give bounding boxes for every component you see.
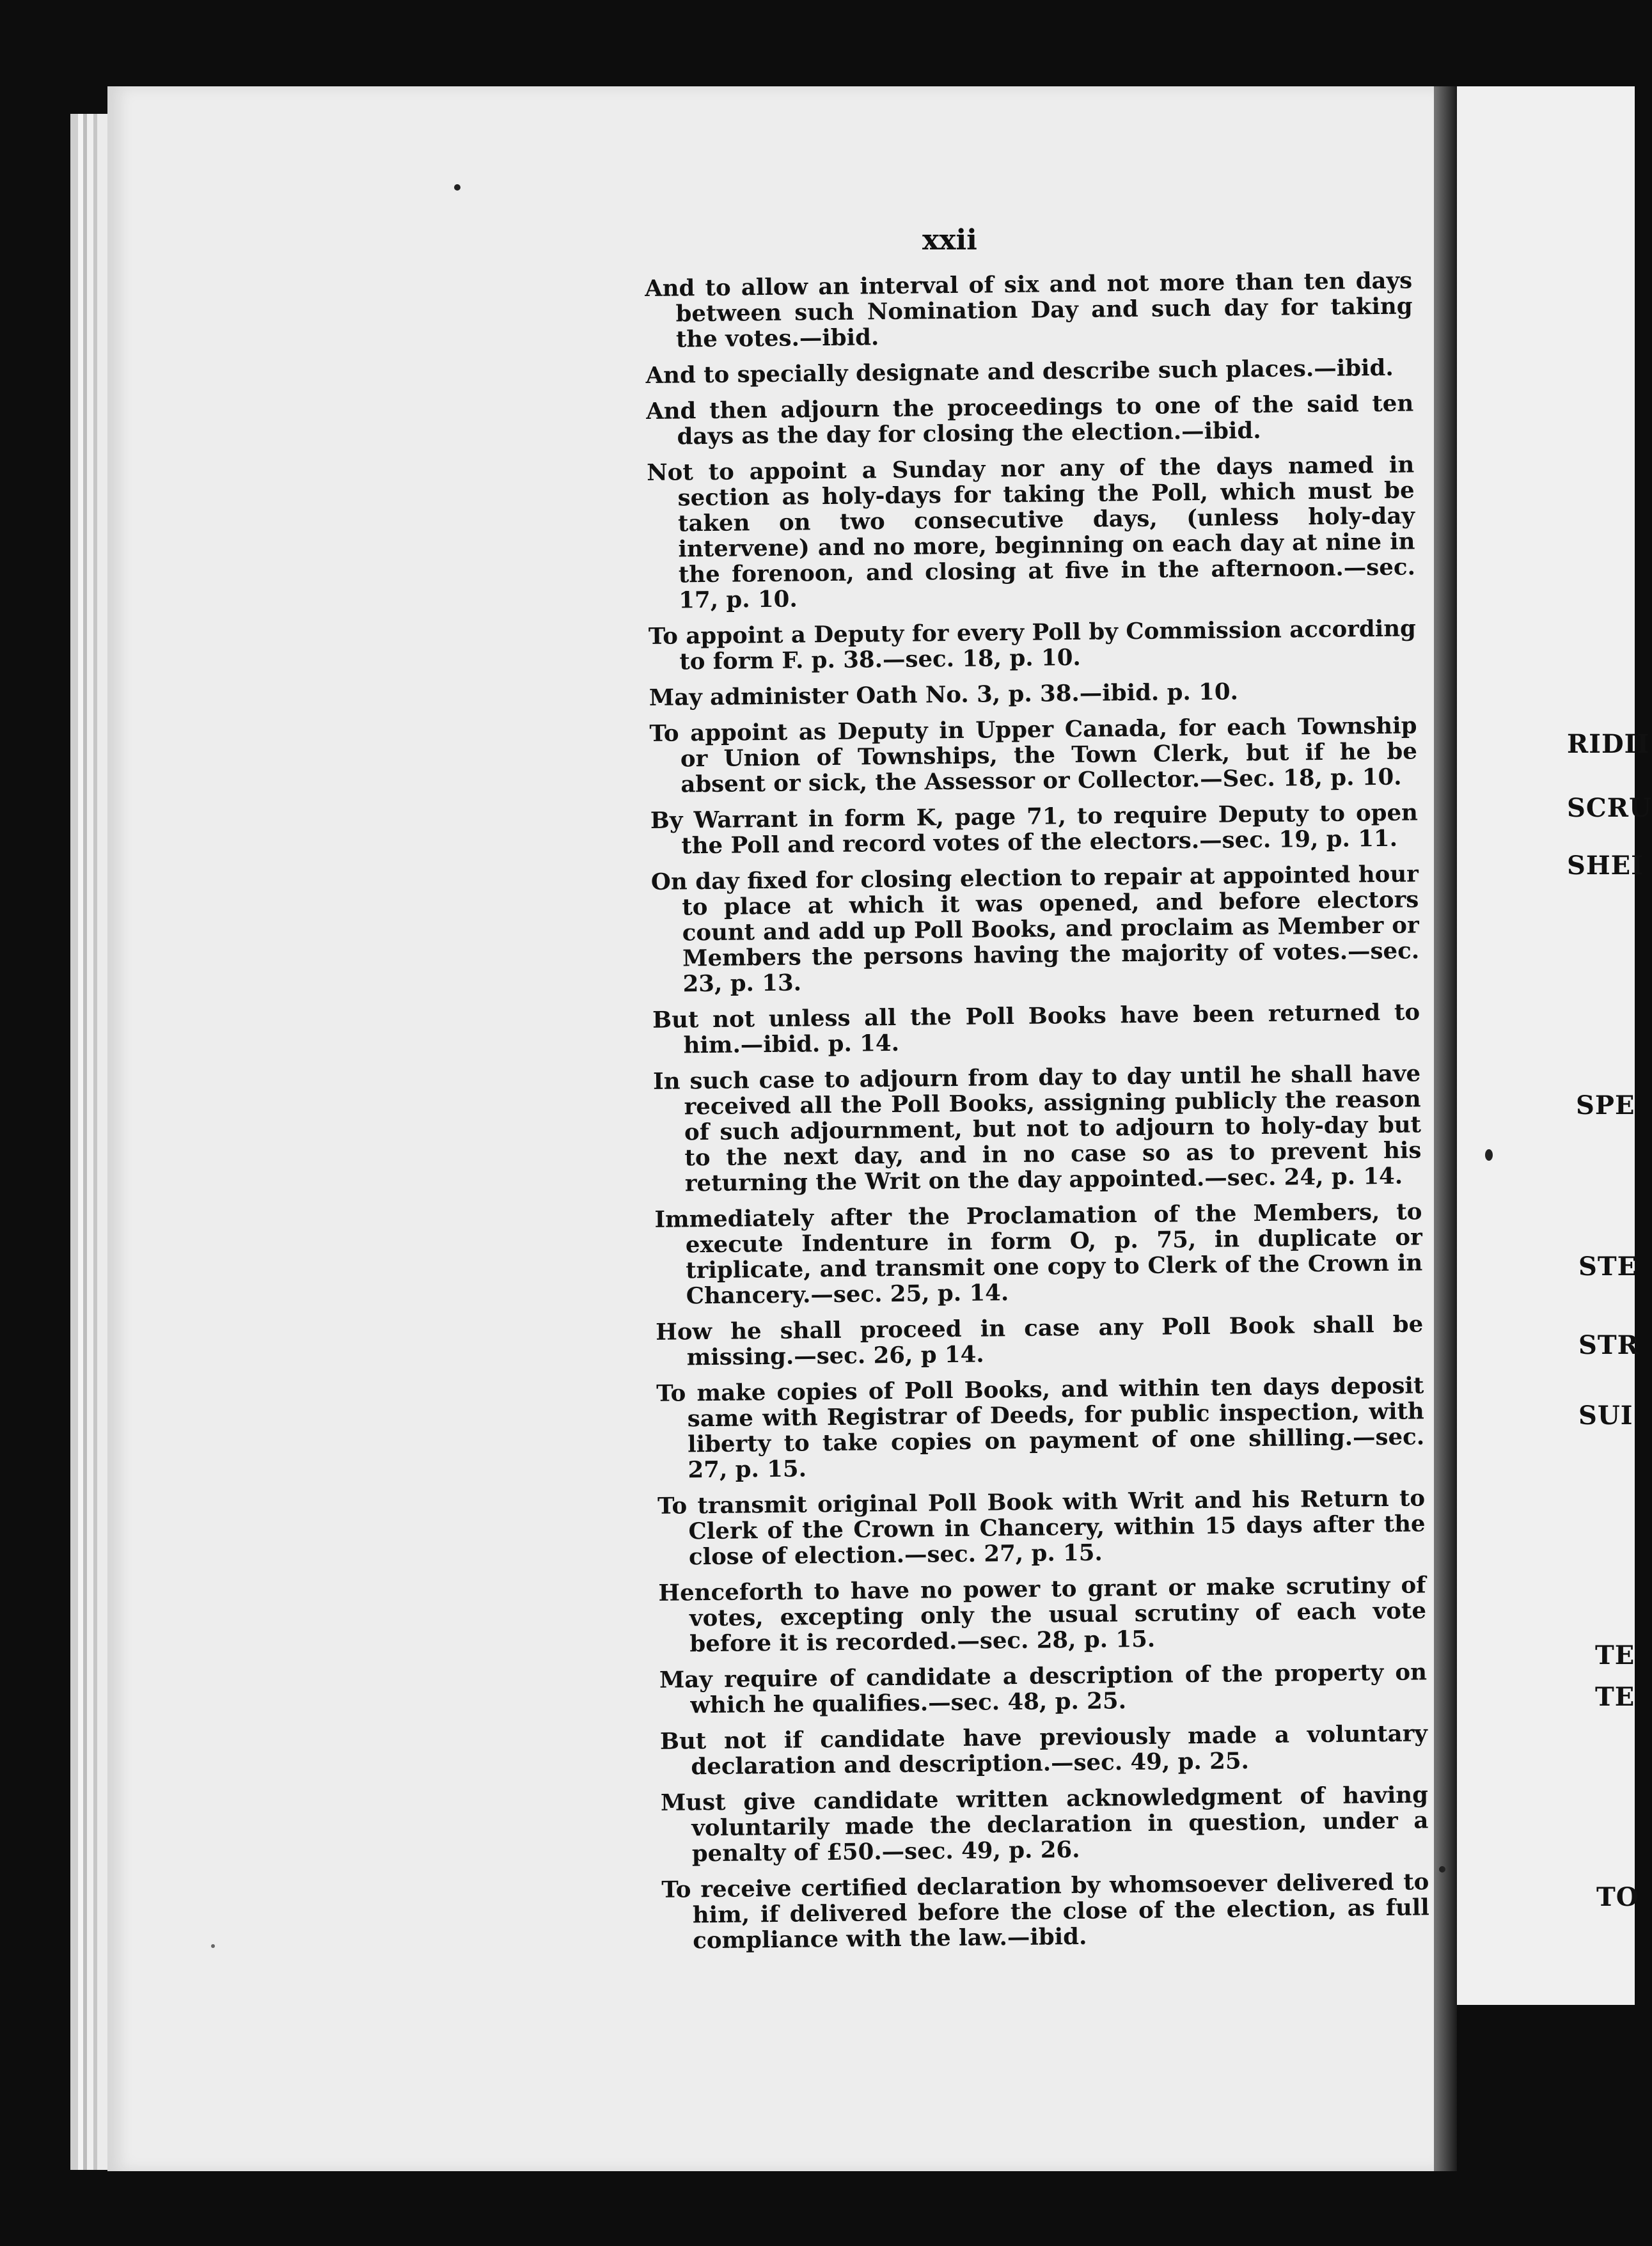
facing-page <box>1457 86 1652 2005</box>
list-item: To receive certified declaration by whomsoever delivered to him, if delivered before the close of the election, as full compliance with the law.—ibid. <box>661 1869 1429 1954</box>
facing-page-fragment: SHEI <box>1567 851 1644 881</box>
list-item: Must give candidate written acknowledgment of having voluntarily made the declaration in question, under a penalty of £50.—sec. 49, p. 26. <box>660 1782 1429 1867</box>
list-item: By Warrant in form K, page 71, to require Deputy to open the Poll and record votes of the electors.—sec. 19, p. 11. <box>650 799 1419 860</box>
ink-speck <box>1485 1149 1493 1161</box>
list-item: Henceforth to have no power to grant or make scrutiny of votes, excepting only the usual scrutiny of each vote before it is recorded.—sec. 28, p. 15. <box>658 1572 1427 1658</box>
list-item: May administer Oath No. 3, p. 38.—ibid. p. 10. <box>649 679 1239 711</box>
facing-page-fragment: RIDII <box>1567 729 1650 759</box>
ink-speck <box>1439 1866 1445 1873</box>
facing-page-fragment: STR <box>1578 1330 1639 1360</box>
list-item: And then adjourn the proceedings to one of the said ten days as the day for closing the election.—ibid. <box>646 390 1414 450</box>
list-item: Immediately after the Proclamation of the Members, to execute Indenture in form O, p. 75, in duplicate or triplicate, and transmit one copy to Clerk of the Crown in Chancery.—sec. 25, p. 14. <box>654 1198 1423 1310</box>
book-gutter <box>1434 86 1457 2171</box>
list-item: To transmit original Poll Book with Writ and his Return to Clerk of the Crown in Chancery, within 15 days after the close of election.—sec. 27, p. 15. <box>657 1485 1426 1571</box>
ink-speck <box>454 184 460 191</box>
list-item: In such case to adjourn from day to day until he shall have received all the Poll Books, assigning publicly the reason of such adjournment, but not to adjourn to holy-day but to the next day, and in no case so as to prevent his returning the Writ on the day appointed.—sec. 24, p. 14. <box>652 1060 1422 1197</box>
list-item: But not unless all the Poll Books have been returned to him.—ibid. p. 14. <box>652 999 1420 1059</box>
list-item: And to allow an interval of six and not more than ten days between such Nomination Day and such day for taking the votes.—ibid. <box>644 267 1413 353</box>
facing-page-fragment: SPE <box>1576 1090 1635 1120</box>
facing-page-fragment: TE <box>1595 1682 1635 1712</box>
list-item: But not if candidate have previously made a voluntary declaration and description.—sec. 49, p. 25. <box>659 1720 1428 1780</box>
returning-officer-duties-list <box>645 268 1430 1964</box>
list-item: To appoint as Deputy in Upper Canada, for each Township or Union of Townships, the Town Clerk, but if he be absent or sick, the Assessor or Collector.—Sec. 18, p. 10. <box>649 712 1418 798</box>
page-number: xxii <box>922 224 977 256</box>
list-item: How he shall proceed in case any Poll Book shall be missing.—sec. 26, p 14. <box>656 1311 1424 1371</box>
ink-speck <box>211 1944 215 1948</box>
facing-page-fragment: SUI <box>1578 1401 1633 1431</box>
list-item: And to specially designate and describe such places.—ibid. <box>645 354 1394 389</box>
facing-page-fragment: TO <box>1596 1882 1639 1912</box>
facing-page-fragment: TE <box>1595 1640 1635 1670</box>
page-stack-edge <box>70 114 109 2170</box>
list-item: Not to appoint a Sunday nor any of the days named in section as holy-days for taking the Poll, which must be taken on two consecutive days, (unless holy-day intervene) and no more, beginning on each day at nine in the forenoon, and closing at five in the afternoon.—sec. 17, p. 10. <box>647 452 1416 614</box>
list-item: To make copies of Poll Books, and within ten days deposit same with Registrar of Deeds, for public inspection, with liberty to take copies on payment of one shilling.—sec. 27, p. 15. <box>656 1372 1425 1484</box>
facing-page-fragment: SCRU <box>1567 793 1652 823</box>
list-item: May require of candidate a description of the property on which he qualifies.—sec. 48, p. 25. <box>659 1659 1428 1719</box>
list-item: To appoint a Deputy for every Poll by Commission according to form F. p. 38.—sec. 18, p. 10. <box>648 615 1417 675</box>
list-item: On day fixed for closing election to repair at appointed hour to place at which it was opened, and before electors count and add up Poll Books, and proclaim as Member or Members the persons having the majority of votes.—sec. 23, p. 13. <box>650 861 1420 998</box>
facing-page-fragment: STE <box>1578 1252 1638 1282</box>
